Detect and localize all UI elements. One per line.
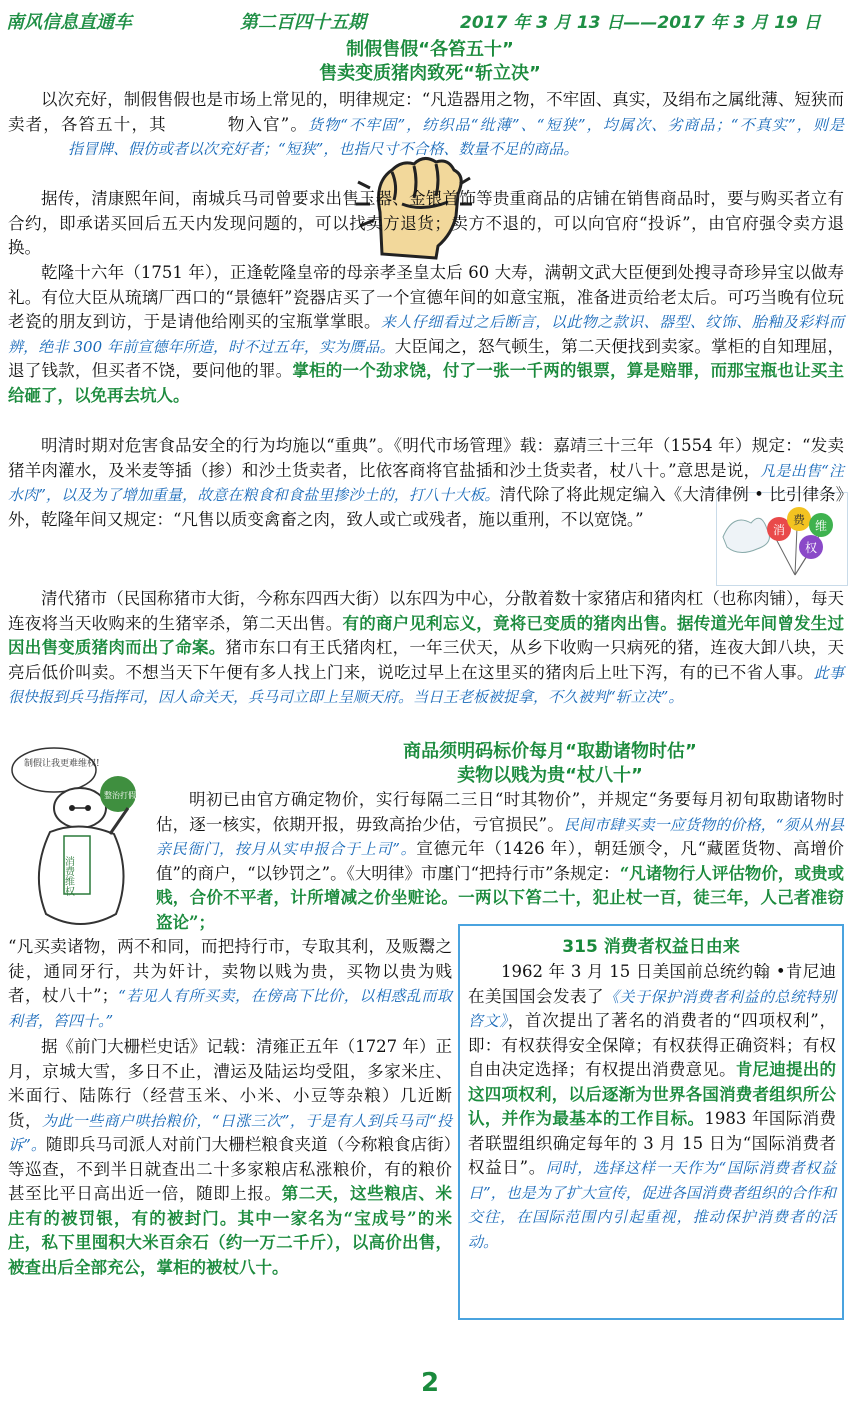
article2-paragraph-1 [156,788,844,935]
article1-p3-text-a: 乾隆十六年（1751 年），正逢乾隆皇帝的母亲孝圣皇太后 60 大寿，满朝文武大臣便到处搜寻奇珍异宝以做寿礼。有位大臣从琉璃厂西口的“景德轩”瓷器店买了一个宣德年间的如意宝瓶，准备进贡给老太后。可巧当晚有位玩老瓷的朋友到访，于是请他给刚买的宝瓶掌掌眼。 [8,263,844,331]
consumer-rights-mascot-illustration [10,744,155,939]
article1-title-line1: 制假售假“各笞五十” [346,39,514,60]
issue-number: 第二百四十五期 [240,12,366,33]
article1-paragraph-3 [8,261,844,408]
balloon-char-3: 维 [815,519,828,533]
article2-title-line2: 卖物以贱为贵“杖八十” [457,765,643,786]
article1-paragraph-1 [8,88,844,162]
balloon-char-2: 费 [793,513,806,527]
article1-p5-blue: 此事很快报到兵马指挥司，因人命关天，兵马司立即上呈顺天府。当日王老板被捉拿，不久被判“斩立决”。 [8,663,844,706]
article1-p1-blue2: 指冒牌、假仿或者以次充好者；“短狭”，也指尺寸不合格、数量不足的商品。 [68,140,579,158]
consumer-day-sidebar [458,924,844,1320]
mascot-speech-text: 制假让我更难维权! [24,759,100,769]
sidebar-text-a: 1962 年 3 月 15 日美国前总统约翰 •肯尼迪在美国国会发表了 [468,962,836,1006]
paper-name: 南风信息直通车 [6,12,132,33]
article1-p2-text: 据传，清康熙年间，南城兵马司曾要求出售玉器、金银首饰等贵重商品的店铺在销售商品时，要与购买者立有合约，即承诺买回后五天内发现问题的，可以找卖方退货；卖方不退的，可以向官府“投诉”，由官府强令卖方退换。 [8,189,844,257]
article1-p4-text-a: 明清时期对危害食品安全的行为均施以“重典”。《明代市场管理》载：嘉靖三十三年（1554 年）规定：“发卖猪羊肉灌水，及米麦等插（掺）和沙土货卖者，比依客商将官盐插和沙土货卖者，杖八十。”意思是说， [8,436,844,480]
article1-p3-green: 掌柜的一个劲求饶，付了一张一千两的银票，算是赔罪，而那宝瓶也让买主给砸了，以免再去坑人。 [8,361,845,405]
article1-p3-blue: 来人仔细看过之后断言，以此物之款识、器型、纹饰、胎釉及彩料而辨，绝非 300 年前宣德年所造，时不过五年，实为赝品。 [8,313,844,356]
article1-p4-blue: 凡是出售“注水肉”，以及为了增加重量，故意在粮食和食盐里掺沙土的，打八十大板。 [8,461,845,504]
article1-p4-text-b: 清代除了将此规定编入《大清律例 • 比引律条》外，乾隆年间又规定：“凡售以质变禽畜之肉，致人或亡或残者，施以重刑，不以宽饶。” [8,485,845,529]
article2-p1-text-c: “凡买卖诸物，两不和同，而把持行市，专取其利，及贩鬻之徒，通同牙行，共为奸计，卖物以贱为贵，买物以贵为贱者，杖八十”； [8,937,452,1005]
article1-p5-text-b: 猪市东口有王氏猪肉杠，一年三伏天，从乡下收购一只病死的猪，连夜大卸八块，天亮后低价叫卖。不想当天下午便有多人找上门来，说吃过早上在这里买的猪肉后上吐下泻，有的已不省人事。 [8,638,845,682]
article1-p3-text-b: 大臣闻之，怒气顿生，第二天便找到卖家。掌柜的自知理屈，退了钱款，但买者不饶，要问他的罪。 [8,336,845,380]
article2-p2-text-a: 据《前门大栅栏史话》记载：清雍正五年（1727 年）正月，京城大雪，多日不止，漕运及陆运均受阻，多家米庄、米面行、陆陈行（经营玉米、小米、小豆等杂粮）几近断货， [8,1037,452,1130]
sidebar-blue: 《关于保护消费者利益的总统特别咨文》 [468,987,836,1030]
mascot-badge-text: 整治打假 [104,791,136,800]
article2-p2-green: 第二天，这些粮店、米庄有的被罚银，有的被封门。其中一家名为“宝成号”的米庄，私下里囤积大米百余石（约一万二千斤），以高价出售，被查出后全部充公，掌柜的被杖八十。 [8,1184,453,1277]
mascot-banner-text: 消费维权 [62,856,74,896]
sidebar-green: 肯尼迪提出的这四项权利，以后逐渐为世界各国消费者组织所公认，并作为最基本的工作目标。 [468,1060,837,1128]
article1-paragraph-5 [8,587,844,710]
sidebar-title: 315 消费者权益日由来 [562,937,740,957]
article1-p5-green: 有的商户见利忘义，竟将已变质的猪肉出售。据传道光年间曾发生过因出售变质猪肉而出了命案。 [8,613,845,657]
article2-paragraph-1-continued [8,935,452,1033]
article1-p1-text-b: 物入官”。 [226,114,308,134]
article2-p1-blue: 民间市肆买卖一应货物的价格，“须从州县亲民衙门，按月从实申报合于上司”。 [156,815,845,858]
sidebar-blue2: 同时，选择这样一天作为“国际消费者权益日”，也是为了扩大宣传，促进各国消费者组织的合作和交往，在国际范围内引起重视，推动保护消费者的活动。 [468,1159,836,1251]
article1-p5-text-a: 清代猪市（民国称猪市大街，今称东四西大街）以东四为中心，分散着数十家猪店和猪肉杠（也称肉铺），每天连夜将当天收购来的生猪宰杀，第二天出售。 [8,589,844,633]
article2-p1-text-b: 宣德元年（1426 年），朝廷颁令，凡“藏匿货物、高增价值”的商户，“以钞罚之”。《大明律》市廛门“把持行市”条规定： [156,839,845,883]
article2-p1-blue2: “若见人有所买卖，在傍高下比价，以相惑乱而取利者，笞四十。” [8,987,452,1030]
article2-paragraph-2 [8,1035,452,1280]
sidebar-text-b: ，首次提出了著名的消费者的“四项权利”，即：有权获得安全保障；有权获得正确资料；有权自由决定选择；有权提出消费意见。 [468,1011,836,1079]
article1-paragraph-2 [8,187,844,261]
page-header [0,8,860,34]
article2-title-line1: 商品须明码标价每月“取勘诸物时估” [403,741,697,762]
sidebar-text-c: 1983 年国际消费者联盟组织确定每年的 3 月 15 日为“国际消费者权益日”。 [468,1109,836,1177]
sidebar-paragraph [468,960,836,1254]
article1-p1-text-a: 以次充好，制假售假也是市场上常见的，明律规定：“凡造器用之物，不牢固、真实，及绢布之属纰薄、短狭而卖者，各笞五十，其 [8,90,844,134]
article2-p1-green: “凡诸物行人评估物价，或贵或贱，合价不平者，计所增减之价坐赃论。一两以下笞二十，犯止杖一百，徒三年，人己者准窃盗论”； [156,863,844,932]
article2-p2-blue: 为此一些商户哄抬粮价，“日涨三次”，于是有人到兵马司“投诉”。 [8,1111,453,1154]
article1-paragraph-4 [8,434,844,532]
date-range: 2017 年 3 月 13 日——2017 年 3 月 19 日 [460,13,821,33]
article2-p2-text-b: 随即兵马司派人对前门大栅栏粮食夹道（今称粮食店街）等巡查，不到半日就查出二十多家粮店私涨粮价，有的粮价甚至比平日高出近一倍，随即上报。 [8,1135,453,1203]
balloon-char-1: 消 [773,523,786,537]
balloon-char-4: 权 [805,541,818,555]
article1-p1-blue: 货物“不牢固”，纺织品“纰薄”、“短狭”，均属次、劣商品；“不真实”，则是 [307,115,845,134]
page-number: 2 [420,1368,440,1398]
article1-title-line2: 售卖变质猪肉致死“斩立决” [319,63,541,84]
article2-p1-text-a: 明初已由官方确定物价，实行每隔二三日“时其物价”，并规定“务要每月初旬取勘诸物时估，逐一核实，依期开报，毋致高抬少估，亏官损民”。 [156,790,844,834]
